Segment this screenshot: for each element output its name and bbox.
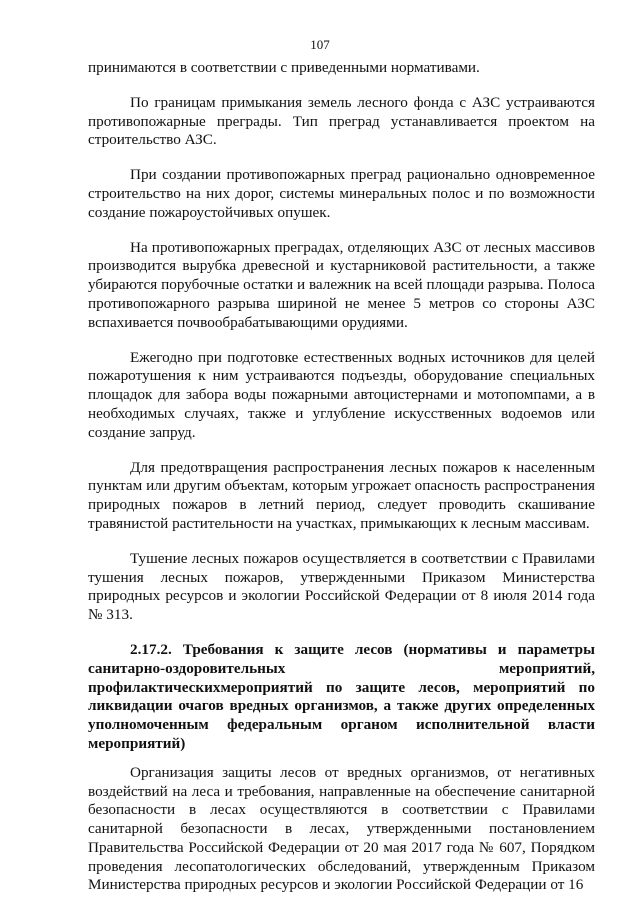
paragraph-water-sources: Ежегодно при подготовке естественных водных источников для целей пожаротушения к ним устраиваются подъезды, оборудование специальных площадок для забора воды пожарными автоцистернами и мотопомпами, а в необходимых случаях, также и углубление искусственных водоемов или создание запруд. [88,348,595,441]
page-number: 107 [310,37,330,52]
paragraph-continuation: принимаются в соответствии с приведенными нормативами. [88,59,480,76]
paragraph-forest-protection: Организация защиты лесов от вредных организмов, от негативных воздействий на леса и требования, направленные на обеспечение санитарной безопасности в лесах осуществляются в соответствии с Правилами санитарной безопасности в лесах, утвержденными постановлением Правительства Российской Федерации от 20 мая 2017 года № 607, Порядком проведения лесопатологических обследований, утвержденным Приказом Министерства природных ресурсов и экологии Российской Федерации от 16 [88,763,595,894]
document-body [88,59,595,895]
paragraph-mowing: Для предотвращения распространения лесных пожаров к населенным пунктам или другим объектам, которым угрожает опасность распространения природных пожаров в летний период, следует проводить скашивание травянистой растительности на участках, примыкающих к лесным массивам. [88,458,595,532]
paragraph-fire-barriers: По границам примыкания земель лесного фонда с АЗС устраиваются противопожарные преграды. Тип преград устанавливается проектом на строительство АЗС. [88,93,595,149]
paragraph-barrier-construction: При создании противопожарных преград рационально одновременное строительство на них дорог, системы минеральных полос и по возможности создание пожароустойчивых опушек. [88,166,595,221]
paragraph-clearing: На противопожарных преградах, отделяющих АЗС от лесных массивов производится вырубка древесной и кустарниковой растительности, а также убираются порубочные остатки и валежник на всей площади разрыва. Полоса противопожарного разрыва шириной не менее 5 метров со стороны АЗС вспахивается почвообрабатывающими орудиями. [88,238,595,331]
section-heading: 2.17.2. Требования к защите лесов (нормативы и параметры санитарно-оздоровительных мероприятий, профилактическихмероприятий по защите лесов, мероприятий по ликвидации очагов вредных организмов, а также других определенных уполномоченным федеральным органом исполнительной власти мероприятий) [88,640,595,752]
paragraph-firefighting-rules: Тушение лесных пожаров осуществляется в соответствии с Правилами тушения лесных пожаров, утвержденными Приказом Министерства природных ресурсов и экологии Российской Федерации от 8 июля 2014 года № 313. [88,549,595,624]
